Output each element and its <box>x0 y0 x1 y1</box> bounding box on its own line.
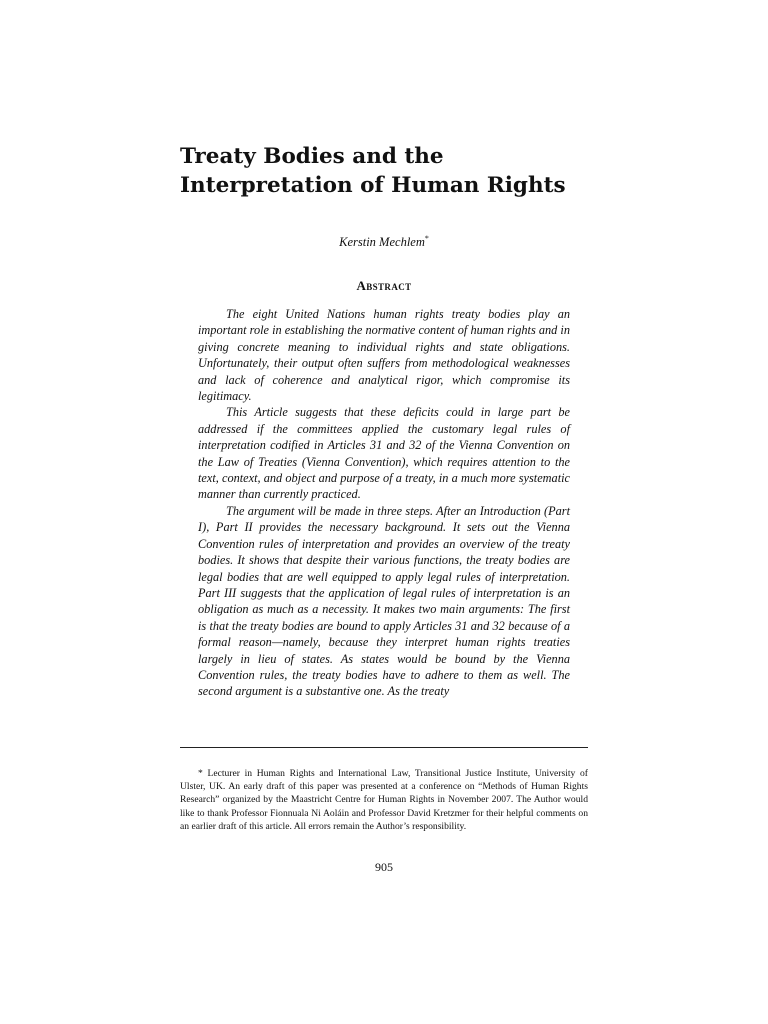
footnote-divider <box>180 747 588 748</box>
footnote-text: * Lecturer in Human Rights and International Law, Transitional Justice Institute, University of Ulster, UK. An early draft of this paper was presented at a conference on “Methods of Human Rights Research” organized by the Maastricht Centre for Human Rights in November 2007. The Author would like to thank Professor Fionnuala Ni Aoláin and Professor David Kretzmer for their helpful comments on an earlier draft of this article. All errors remain the Author’s responsibility. <box>180 768 588 832</box>
author-name: Kerstin Mechlem <box>339 235 425 249</box>
abstract-heading: Abstract <box>356 278 412 293</box>
title-line-1: Treaty Bodies and the <box>180 144 444 169</box>
abstract-body <box>198 306 570 700</box>
abstract-paragraph-3: The argument will be made in three steps. After an Introduction (Part I), Part II provides the necessary background. It sets out the Vienna Convention rules of interpretation and provides an overview of the treaty bodies. It shows that despite their various functions, the treaty bodies are legal bodies that are well equipped to apply legal rules of interpretation. Part III suggests that the application of legal rules of interpretation is an obligation as much as a necessity. It makes two main arguments: The first is that the treaty bodies are bound to apply Articles 31 and 32 because of a formal reason—namely, because they interpret human rights treaties largely in lieu of states. As states would be bound by the Vienna Convention rules, the treaty bodies have to adhere to them as well. The second argument is a substantive one. As the treaty <box>198 503 570 699</box>
abstract-paragraph-2: This Article suggests that these deficits could in large part be addressed if the committees applied the customary legal rules of interpretation codified in Articles 31 and 32 of the Vienna Convention on the Law of Treaties (Vienna Convention), which requires attention to the text, context, and object and purpose of a treaty, in a much more systematic manner than currently practiced. <box>198 405 570 502</box>
author-footnote-marker: * <box>424 234 429 243</box>
abstract-paragraph-1: The eight United Nations human rights treaty bodies play an important role in establishing the normative content of human rights and in giving concrete meaning to individual rights and state obligations. Unfortunately, their output often suffers from methodological weaknesses and lack of coherence and analytical rigor, which compromise its legitimacy. <box>198 307 570 404</box>
page-number: 905 <box>375 860 393 874</box>
footnote <box>180 767 588 833</box>
article-title <box>180 142 600 200</box>
title-line-2: Interpretation of Human Rights <box>180 173 566 198</box>
author-line <box>180 231 588 250</box>
